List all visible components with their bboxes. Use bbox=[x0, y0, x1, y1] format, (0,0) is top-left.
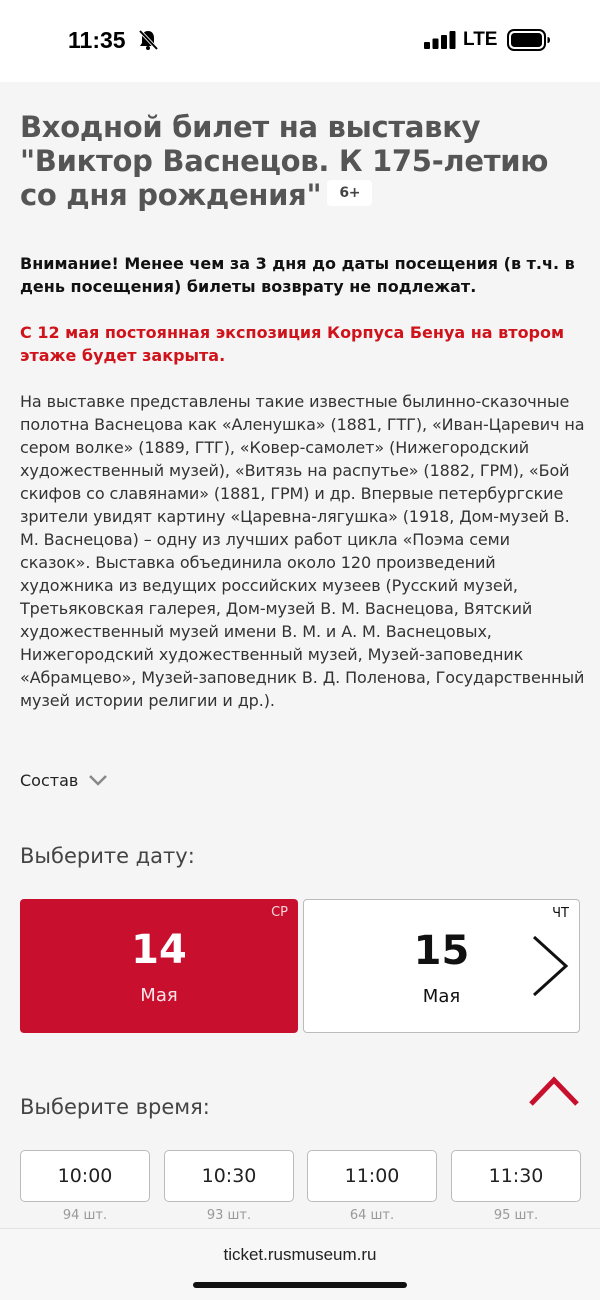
date-weekday: СР bbox=[271, 905, 288, 920]
time-slot-1000[interactable]: 10:00 bbox=[20, 1150, 150, 1202]
chevron-up-icon[interactable] bbox=[528, 1075, 580, 1107]
date-month: Мая bbox=[422, 986, 461, 1007]
battery-icon bbox=[507, 29, 551, 51]
chevron-right-icon[interactable] bbox=[528, 934, 570, 998]
exhibition-description: На выставке представлены такие известные былинно-сказочные полотна Васнецова как «Аленушка» (1881, ГТГ), «Иван-Царевич на сером волке» (1889, ГТГ), «Ковер-самолет» (Нижегородский художественный музей), «Витязь на распутье» (1882, ГРМ), «Бой скифов со славянами» (1881, ГРМ) и др. Впервые петербургские зрители увидят картину «Царевна-лягушка» (1918, Дом-музей В. М. Васнецова) – одну из лучших работ цикла «Поэма семи сказок». Выставка объединила около 120 произведений художника из ведущих российских музеев (Русский музей, Третьяковская галерея, Дом-музей В. М. Васнецова, Вятский художественный музей имени В. М. и А. М. Васнецовых, Нижегородский художественный музей, Музей-заповедник «Абрамцево», Музей-заповедник В. Д. Поленова, Государственный музей истории религии и др.). bbox=[20, 392, 585, 710]
closure-notice: С 12 мая постоянная экспозиция Корпуса Бенуа на втором этаже будет закрыта. bbox=[20, 323, 565, 365]
signal-icon bbox=[424, 31, 456, 49]
network-label: LTE bbox=[463, 29, 498, 50]
refund-warning: Внимание! Менее чем за 3 дня до даты посещения (в т.ч. в день посещения) билеты возврату не подлежат. bbox=[20, 254, 575, 296]
bell-slash-icon bbox=[137, 29, 159, 51]
url-bar[interactable]: ticket.rusmuseum.ru bbox=[223, 1245, 377, 1264]
date-day: 15 bbox=[413, 928, 470, 974]
time-slot-count: 95 шт. bbox=[493, 1208, 539, 1223]
status-bar bbox=[0, 0, 600, 82]
browser-bottom-bar bbox=[0, 1228, 600, 1300]
composition-toggle[interactable] bbox=[20, 768, 108, 792]
page-title-text: Входной билет на выставку "Виктор Васнецов. К 175-летию со дня рождения" bbox=[20, 110, 549, 212]
page-title bbox=[20, 110, 580, 212]
composition-label: Состав bbox=[20, 770, 79, 790]
status-time: 11:35 bbox=[68, 27, 126, 53]
chevron-down-icon bbox=[88, 774, 108, 786]
age-rating-badge: 6+ bbox=[327, 180, 372, 206]
date-weekday: ЧТ bbox=[552, 906, 569, 921]
date-month: Мая bbox=[140, 985, 178, 1006]
time-slot-1100[interactable]: 11:00 bbox=[307, 1150, 437, 1202]
time-slot-count: 64 шт. bbox=[349, 1208, 395, 1223]
time-slot-1030[interactable]: 10:30 bbox=[164, 1150, 294, 1202]
time-slot-count: 93 шт. bbox=[206, 1208, 252, 1223]
time-picker-label: Выберите время: bbox=[20, 1095, 210, 1119]
home-indicator[interactable] bbox=[193, 1282, 407, 1288]
ticket-header bbox=[20, 110, 580, 212]
date-picker-label: Выберите дату: bbox=[20, 844, 195, 868]
time-slot-count: 94 шт. bbox=[62, 1208, 108, 1223]
time-slot-1130[interactable]: 11:30 bbox=[451, 1150, 581, 1202]
date-day: 14 bbox=[131, 927, 187, 973]
date-card-14[interactable] bbox=[20, 899, 298, 1033]
